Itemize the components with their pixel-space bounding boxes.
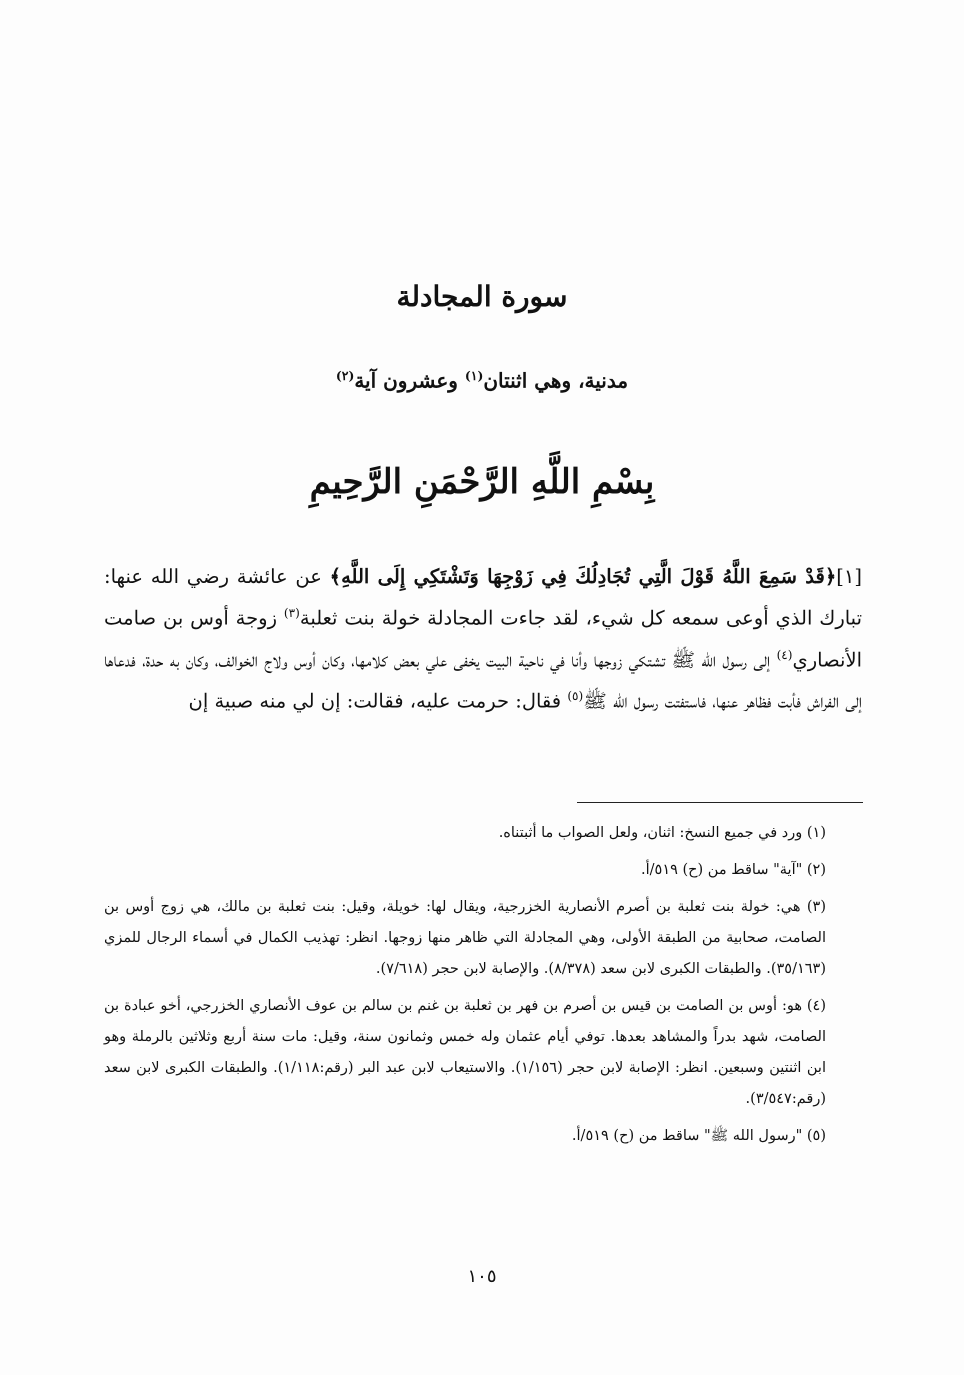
footnote-separator [577, 802, 863, 803]
surah-title: سورة المجادلة [396, 280, 568, 313]
page-number: ١٠٥ [467, 1266, 497, 1287]
body-text-4: فقال: حرمت عليه، فقالت: إن لي منه صبية إن [188, 689, 568, 713]
footnotes [104, 818, 826, 1158]
subtitle-middle: وعشرون آية [354, 368, 465, 393]
footnote-ref-2[interactable]: (٢) [335, 368, 355, 383]
surah-subtitle [0, 368, 964, 393]
footnote-5: (٥) "رسول الله ﷺ" ساقط من (ح) ٥١٩/أ. [571, 1128, 826, 1144]
body-text-2: زوجة أوس بن صامت الأنصاري [104, 606, 862, 671]
footnote-ref-4[interactable]: (٤) [776, 647, 793, 662]
verse-number: [١] [836, 565, 862, 588]
footnote-2: (٢) "آية" ساقط من (ح) ٥١٩/أ. [641, 862, 826, 878]
body-paragraph [104, 558, 862, 720]
footnote-4: (٤) هو: أوس بن الصامت بن قيس بن أصرم بن فهر بن ثعلبة بن غنم بن سالم بن عوف الأنصاري الخزرجي، أخو عبادة بن الصامت، شهد بدراً والمشاهد بعدها. توفي أيام عثمان وله خمس وثمانون سنة، وقيل: مات سنة أربع وثلاثين بالرملة وهو ابن اثنتين وسبعين. انظر: الإصابة لابن حجر (١/١٥٦). والاستيعاب لابن عبد البر (رقم:١/١١٨). والطبقات الكبرى لابن سعد (رقم:٣/٥٤٧). [104, 998, 826, 1107]
footnote-1: (١) ورد في جميع النسخ: اثنان، ولعل الصواب ما أثبتناه. [498, 825, 826, 841]
body-text-1: عن عائشة رضي الله عنها: تبارك الذي أوعى سمعه كل شيء، لقد جاءت المجادلة خولة بنت ثعلبة [104, 565, 862, 630]
footnote-3: (٣) هي: خولة بنت ثعلبة بن أصرم الأنصارية الخزرجية، ويقال لها: خويلة، وقيل: بنت ثعلبة بن مالك، هي زوج أوس بن الصامت، صحابية من الطبقة الأولى، وهي المجادلة التي ظاهر منها زوجها. انظر: تهذيب الكمال في أسماء الرجال للمزي (٣٥/١٦٣). والطبقات الكبرى لابن سعد (٨/٣٧٨). والإصابة لابن حجر (٧/٦١٨). [104, 899, 826, 977]
basmala: بِسْمِ اللَّهِ الرَّحْمَنِ الرَّحِيمِ [309, 462, 655, 502]
footnote-ref-5[interactable]: (٥) [567, 689, 584, 703]
quran-verse: ﴿قَدْ سَمِعَ اللَّهُ قَوْلَ الَّتِي تُجَادِلُكَ فِي زَوْجِهَا وَتَشْتَكِي إِلَى اللَّهِ﴾ [329, 565, 837, 588]
footnote-ref-3[interactable]: (٣) [283, 606, 300, 620]
footnote-ref-1[interactable]: (١) [464, 368, 484, 383]
body-text-3: إلى رسول الله ﷺ تشتكي زوجها وأنا في ناحية البيت يخفى علي بعض كلامها، وكان أوس ولاج الخوالف، وكان به حدة، فدعاها إلى الفراش فأبت فظاهر عنها، فاستفتت رسول الله ﷺ [104, 648, 862, 713]
subtitle-prefix: مدنية، وهي اثنتان [483, 368, 629, 393]
